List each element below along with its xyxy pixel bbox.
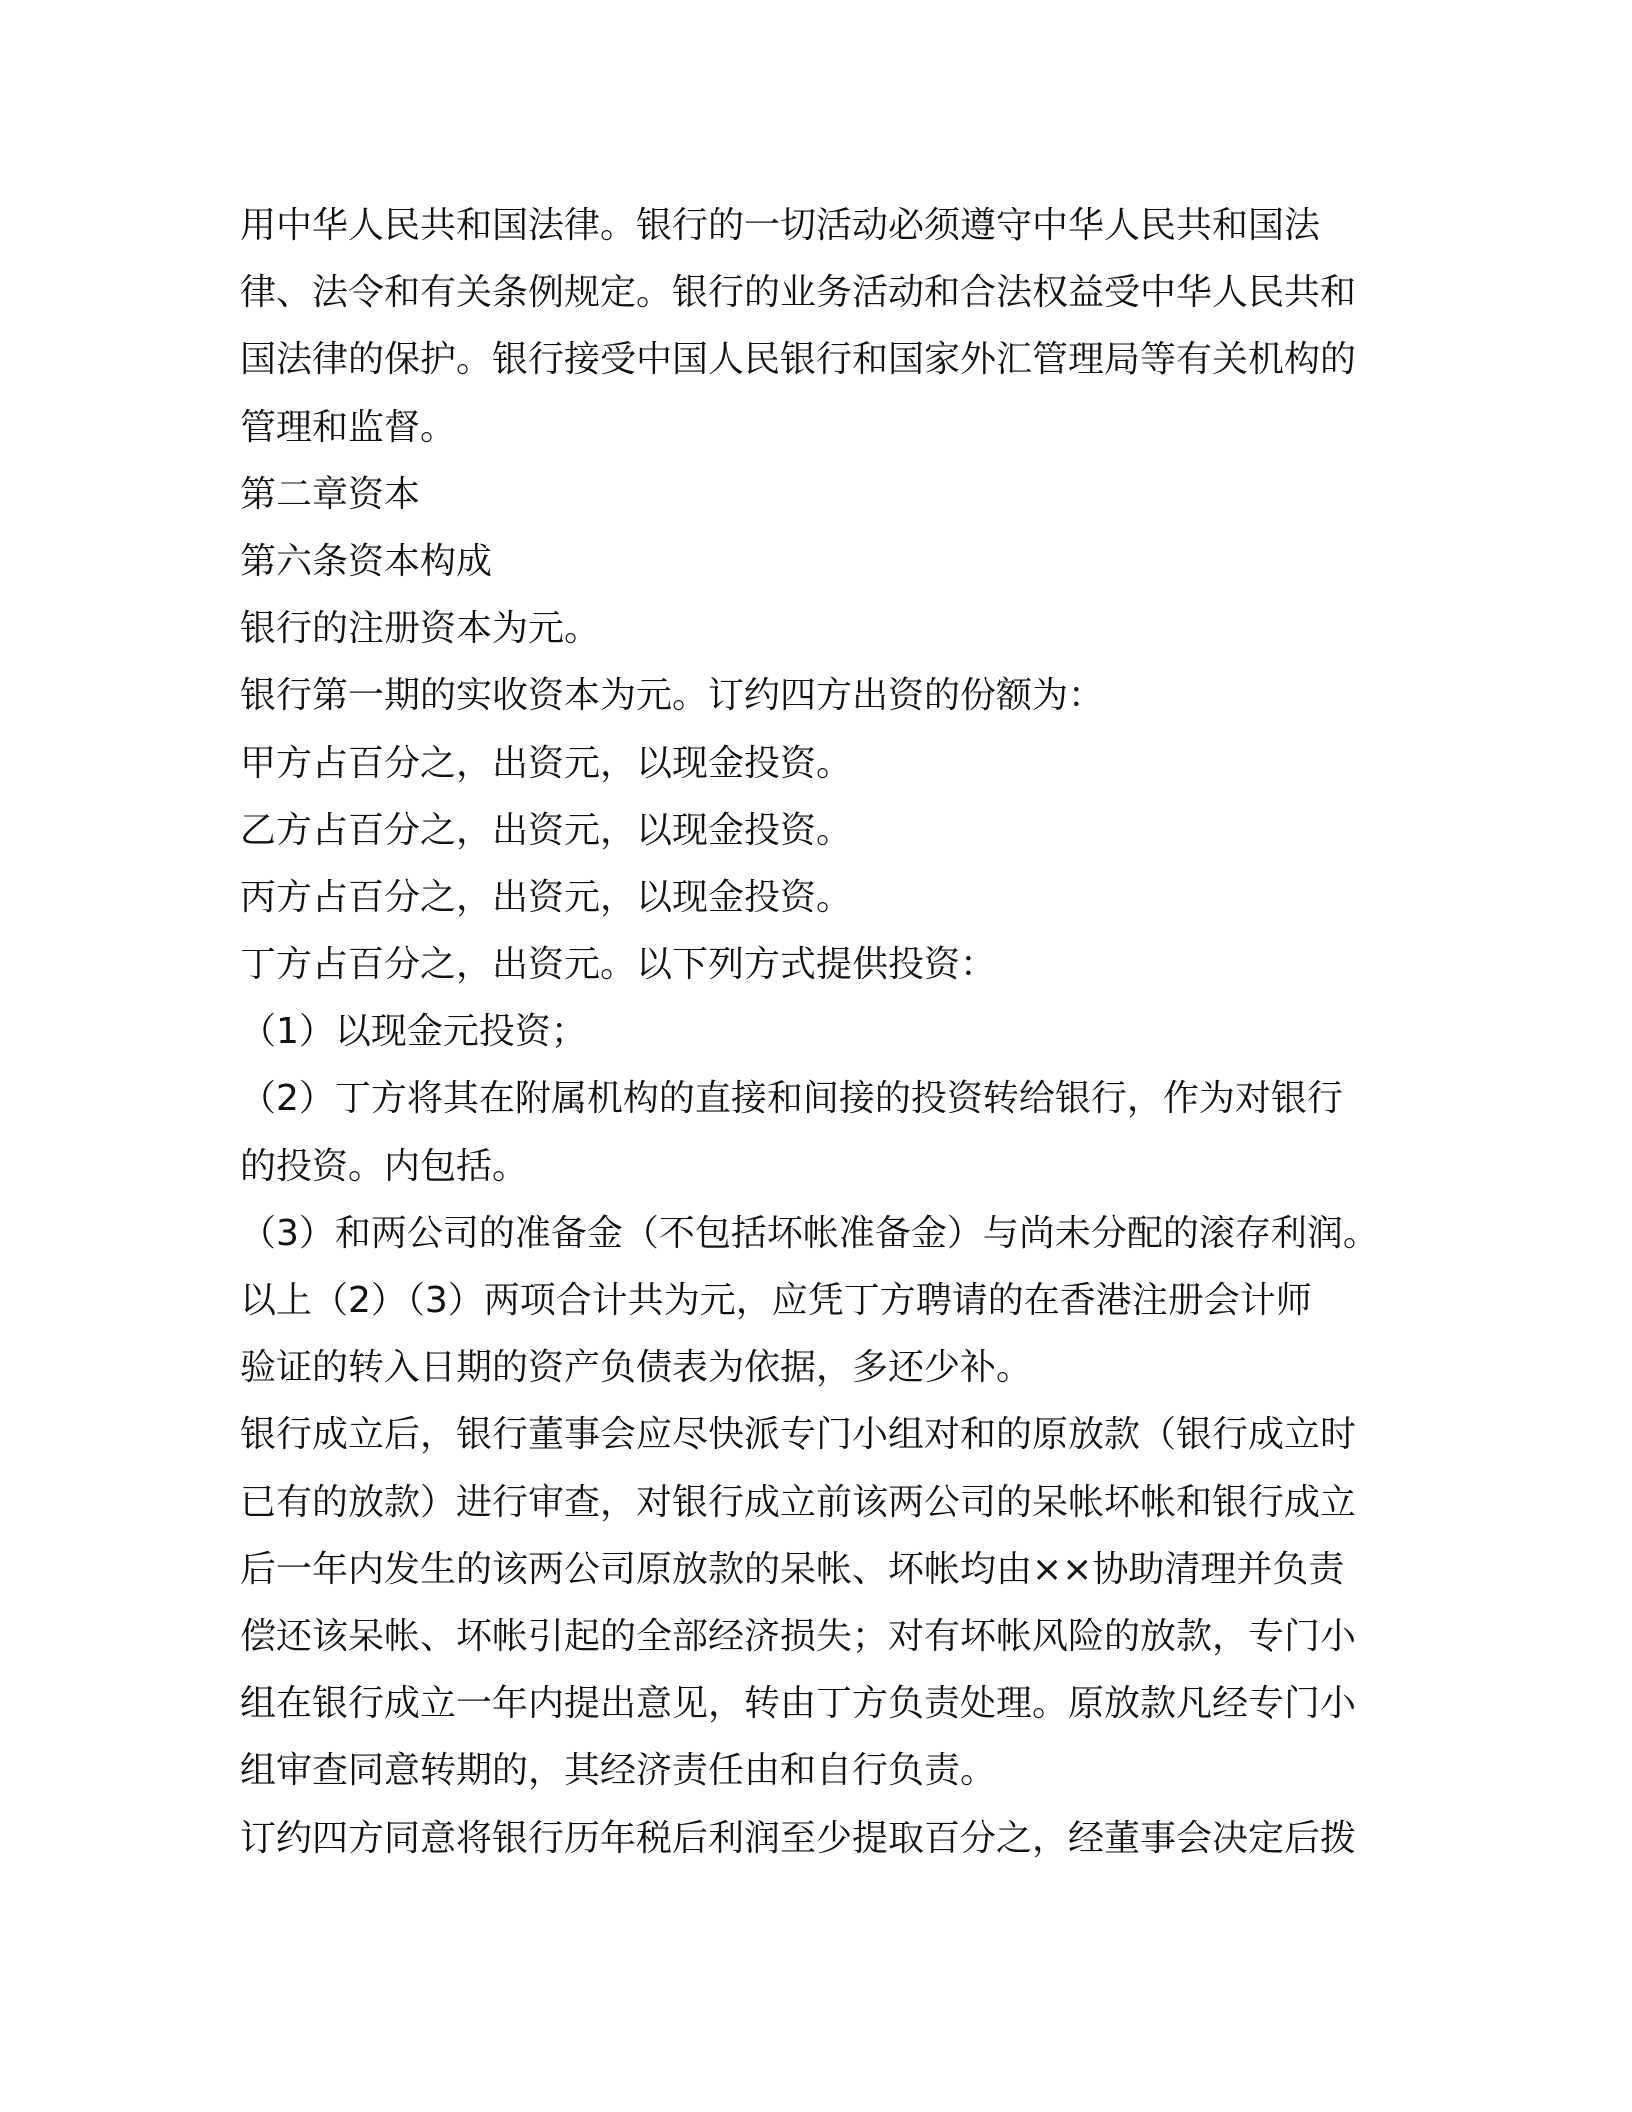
chapter-heading: 第二章资本 xyxy=(240,473,421,515)
text-line: 丙方占百分之，出资元，以现金投资。 xyxy=(240,876,853,918)
text-line: 以上（2）（3）两项合计共为元，应凭丁方聘请的在香港注册会计师 xyxy=(240,1280,1312,1321)
article-heading: 第六条资本构成 xyxy=(240,540,493,582)
text-line: 后一年内发生的该两公司原放款的呆帐、坏帐均由××协助清理并负责 xyxy=(240,1548,1345,1590)
list-item: （3）和两公司的准备金（不包括坏帐准备金）与尚未分配的滚存利润。 xyxy=(240,1212,1379,1254)
text-line: 银行第一期的实收资本为元。订约四方出资的份额为： xyxy=(240,675,1105,717)
document-body xyxy=(240,192,1390,1872)
text-line: 验证的转入日期的资产负债表为依据，多还少补。 xyxy=(240,1347,1033,1389)
list-item: （1）以现金元投资； xyxy=(240,1011,587,1053)
text-line: 订约四方同意将银行历年税后利润至少提取百分之，经董事会决定后拨 xyxy=(240,1817,1357,1859)
text-line: 用中华人民共和国法律。银行的一切活动必须遵守中华人民共和国法 xyxy=(240,205,1321,246)
text-line: 乙方占百分之，出资元，以现金投资。 xyxy=(240,809,853,851)
text-line: 已有的放款）进行审查，对银行成立前该两公司的呆帐坏帐和银行成立 xyxy=(240,1481,1357,1523)
text-line: 偿还该呆帐、坏帐引起的全部经济损失；对有坏帐风险的放款，专门小 xyxy=(240,1615,1357,1657)
list-item: （2）丁方将其在附属机构的直接和间接的投资转给银行，作为对银行 xyxy=(240,1078,1343,1120)
text-line: 组审查同意转期的，其经济责任由和自行负责。 xyxy=(240,1750,997,1792)
text-line: 国法律的保护。银行接受中国人民银行和国家外汇管理局等有关机构的 xyxy=(240,339,1357,381)
text-line: 银行的注册资本为元。 xyxy=(240,608,601,650)
text-line: 组在银行成立一年内提出意见，转由丁方负责处理。原放款凡经专门小 xyxy=(240,1683,1357,1725)
text-line: 甲方占百分之，出资元，以现金投资。 xyxy=(240,742,853,784)
text-line: 管理和监督。 xyxy=(240,406,457,448)
text-line: 丁方占百分之，出资元。以下列方式提供投资： xyxy=(240,944,997,986)
text-line: 律、法令和有关条例规定。银行的业务活动和合法权益受中华人民共和 xyxy=(240,272,1357,314)
text-line: 的投资。内包括。 xyxy=(240,1145,529,1187)
text-line: 银行成立后，银行董事会应尽快派专门小组对和的原放款（银行成立时 xyxy=(240,1414,1357,1456)
